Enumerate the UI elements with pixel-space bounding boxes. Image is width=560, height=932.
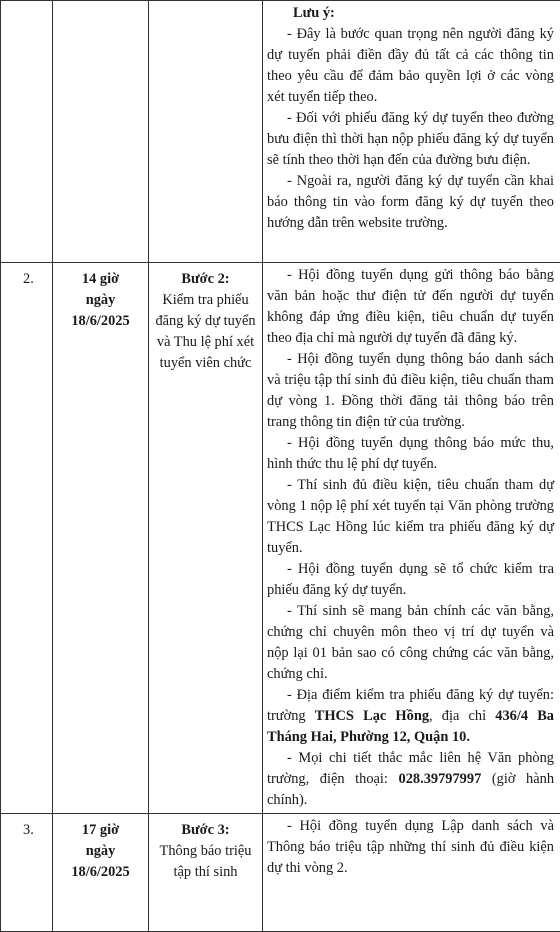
date-time: 17 giờ	[53, 820, 148, 841]
table-row	[1, 1, 560, 263]
school-name: THCS Lạc Hồng	[315, 708, 429, 724]
content-paragraph: - Hội đồng tuyển dụng thông báo danh sách và triệu tập thí sinh đủ điều kiện, tiêu chuẩn tham dự vòng 1. Đồng thời đăng tải thông báo trên trang thông tin điện tử của trường.	[267, 349, 554, 433]
content-paragraph: - Đây là bước quan trọng nên người đăng ký dự tuyển phải điền đầy đủ tất cả các thông tin theo yêu cầu để đảm bảo quyền lợi ở các vòng xét tuyển tiếp theo.	[267, 24, 554, 108]
contact-paragraph	[267, 748, 554, 811]
step-cell	[149, 1, 263, 263]
content-paragraph: - Hội đồng tuyển dụng gửi thông báo bằng văn bản hoặc thư điện tử đến người dự tuyển không đáp ứng điều kiện, tiêu chuẩn dự tuyển theo địa chỉ mà người dự tuyển đã đăng ký.	[267, 265, 554, 349]
location-mid: , địa chỉ	[429, 708, 495, 724]
date-cell	[53, 1, 149, 263]
content-paragraph: - Hội đồng tuyển dụng sẽ tổ chức kiểm tra phiếu đăng ký dự tuyển.	[267, 559, 554, 601]
row-number: 3.	[1, 814, 53, 932]
date-date: 18/6/2025	[53, 862, 148, 883]
content-paragraph: - Hội đồng tuyển dụng Lập danh sách và Thông báo triệu tập những thí sinh đủ điều kiện dự thi vòng 2.	[267, 816, 554, 879]
date-day: ngày	[53, 841, 148, 862]
row-number: 2.	[1, 263, 53, 814]
step-cell	[149, 263, 263, 814]
location-prefix: - Địa điểm kiểm tra phiếu đăng ký dự tuyển: trường	[267, 687, 554, 724]
date-time: 14 giờ	[53, 269, 148, 290]
phone-number: 028.39797997	[399, 771, 482, 787]
date-cell	[53, 814, 149, 932]
content-cell	[263, 1, 560, 263]
date-cell	[53, 263, 149, 814]
content-paragraph: - Ngoài ra, người đăng ký dự tuyển cần khai báo thông tin vào form đăng ký dự tuyển theo hướng dẫn trên website trường.	[267, 171, 554, 234]
note-label: Lưu ý:	[293, 3, 554, 24]
step-description: Kiểm tra phiếu đăng ký dự tuyển và Thu lệ phí xét tuyển viên chức	[155, 292, 255, 371]
step-cell	[149, 814, 263, 932]
content-paragraph: - Thí sinh đủ điều kiện, tiêu chuẩn tham dự vòng 1 nộp lệ phí xét tuyển tại Văn phòng trường THCS Lạc Hồng lúc kiểm tra phiếu đăng ký dự tuyển.	[267, 475, 554, 559]
content-cell	[263, 814, 560, 932]
contact-prefix: - Mọi chi tiết thắc mắc liên hệ Văn phòng trường, điện thoại:	[267, 750, 554, 787]
step-title: Bước 2:	[149, 269, 262, 290]
step-title: Bước 3:	[149, 820, 262, 841]
content-paragraph: - Hội đồng tuyển dụng thông báo mức thu, hình thức thu lệ phí dự tuyển.	[267, 433, 554, 475]
date-date: 18/6/2025	[53, 311, 148, 332]
date-day: ngày	[53, 290, 148, 311]
school-address: 436/4 Ba Tháng Hai, Phường 12, Quận 10.	[267, 708, 554, 745]
contact-suffix: (giờ hành chính).	[267, 771, 554, 808]
content-cell	[263, 263, 560, 814]
step-description: Thông báo triệu tập thí sinh	[160, 843, 252, 880]
table-row	[1, 263, 560, 814]
table-row	[1, 814, 560, 932]
no-cell	[1, 1, 53, 263]
location-paragraph	[267, 685, 554, 748]
content-paragraph: - Thí sinh sẽ mang bản chính các văn bằng, chứng chỉ chuyên môn theo vị trí dự tuyển và nộp lại 01 bản sao có công chứng các văn bằng, chứng chỉ.	[267, 601, 554, 685]
content-paragraph: - Đối với phiếu đăng ký dự tuyển theo đường bưu điện thì thời hạn nộp phiếu đăng ký dự tuyển sẽ tính theo thời hạn đến của đường bưu điện.	[267, 108, 554, 171]
